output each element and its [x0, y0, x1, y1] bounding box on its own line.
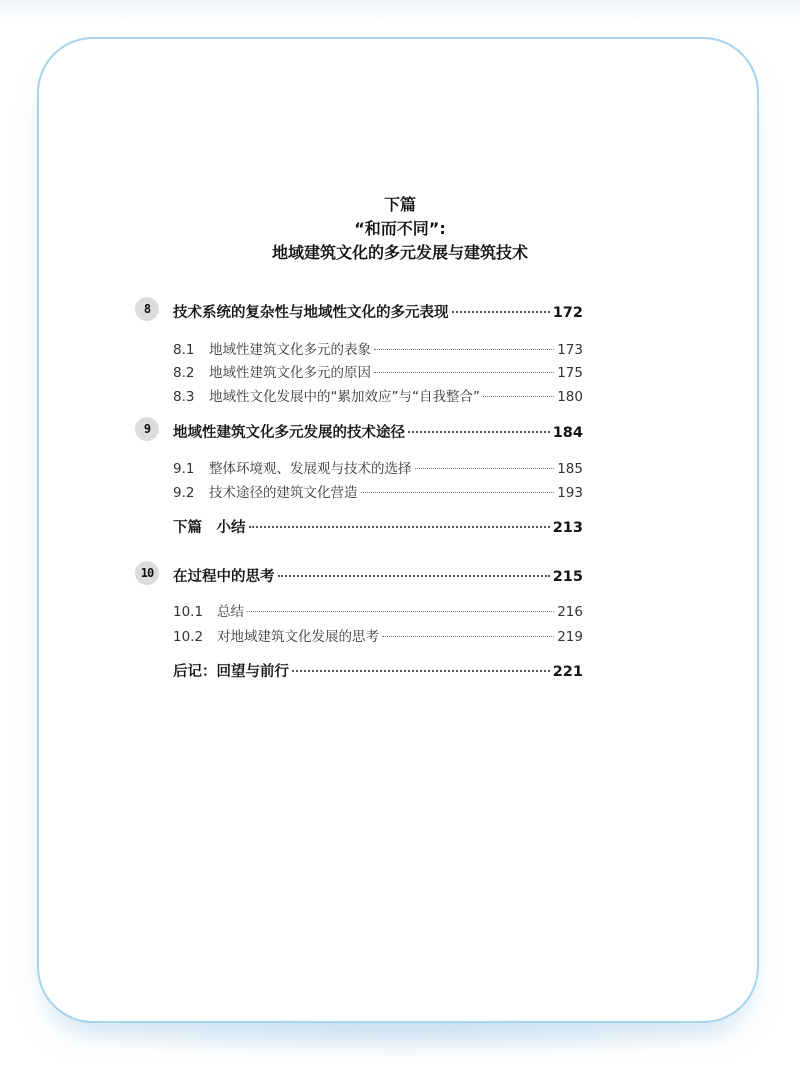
section-page: 173	[557, 342, 583, 358]
toc-part-summary[interactable]	[173, 516, 583, 537]
dot-leader	[382, 636, 554, 637]
afterword-page: 221	[552, 664, 583, 680]
section-heading	[0, 193, 800, 265]
section-title: 地域性建筑文化多元的原因	[209, 365, 371, 381]
summary-page: 213	[552, 520, 583, 536]
section-page: 216	[557, 604, 583, 620]
section-title: 技术途径的建筑文化营造	[209, 485, 358, 501]
section-page: 219	[557, 629, 583, 645]
toc-chapter-9[interactable]	[173, 421, 583, 442]
toc-section-9-1[interactable]	[173, 457, 583, 477]
section-page: 175	[557, 365, 583, 381]
toc-chapter-10-title: 在过程中的思考	[173, 569, 275, 585]
toc-afterword[interactable]	[173, 660, 583, 681]
toc-chapter-8[interactable]	[173, 301, 583, 322]
section-number: 9.1	[173, 461, 195, 477]
heading-line-2: “和而不同”:	[354, 219, 446, 238]
toc-chapter-9-page: 184	[552, 425, 583, 441]
summary-title: 下篇 小结	[173, 520, 246, 536]
section-page: 193	[557, 485, 583, 501]
section-number: 8.3	[173, 389, 195, 405]
section-title: 整体环境观、发展观与技术的选择	[209, 461, 412, 477]
top-strip	[0, 0, 800, 22]
toc-chapter-8-page: 172	[552, 305, 583, 321]
dot-leader	[249, 526, 550, 528]
dot-leader	[374, 372, 554, 373]
toc-section-9-2[interactable]	[173, 481, 583, 501]
dot-leader	[415, 468, 555, 469]
dot-leader	[361, 492, 555, 493]
dot-leader	[247, 611, 554, 612]
section-number: 10.1	[173, 604, 204, 620]
toc-section-10-1[interactable]	[173, 600, 583, 620]
dot-leader	[292, 670, 550, 672]
section-title: 地域性建筑文化多元的表象	[209, 342, 371, 358]
section-number: 8.2	[173, 365, 195, 381]
toc-chapter-10[interactable]	[173, 565, 583, 586]
section-number: 10.2	[173, 629, 204, 645]
heading-line-1: 下篇	[383, 195, 416, 214]
chapter-9-badge: 9	[135, 417, 159, 441]
section-page: 185	[557, 461, 583, 477]
dot-leader	[483, 396, 554, 397]
dot-leader	[278, 575, 550, 577]
section-page: 180	[557, 389, 583, 405]
toc-chapter-10-page: 215	[552, 569, 583, 585]
heading-line-3: 地域建筑文化的多元发展与建筑技术	[271, 243, 528, 262]
section-title: 总结	[217, 604, 244, 620]
toc-chapter-9-title: 地域性建筑文化多元发展的技术途径	[173, 425, 405, 441]
section-title: 对地域建筑文化发展的思考	[217, 629, 379, 645]
toc-section-8-1[interactable]	[173, 338, 583, 358]
chapter-8-badge: 8	[135, 297, 159, 321]
toc-section-8-3[interactable]	[173, 385, 583, 405]
section-number: 8.1	[173, 342, 195, 358]
toc-section-8-2[interactable]	[173, 361, 583, 381]
section-title: 地域性文化发展中的“累加效应”与“自我整合”	[209, 389, 480, 405]
dot-leader	[452, 311, 550, 313]
afterword-title: 后记：回望与前行	[173, 664, 289, 680]
dot-leader	[374, 349, 554, 350]
toc-chapter-8-title: 技术系统的复杂性与地域性文化的多元表现	[173, 305, 449, 321]
dot-leader	[408, 431, 550, 433]
section-number: 9.2	[173, 485, 195, 501]
chapter-10-badge: 10	[135, 561, 159, 585]
toc-section-10-2[interactable]	[173, 625, 583, 645]
